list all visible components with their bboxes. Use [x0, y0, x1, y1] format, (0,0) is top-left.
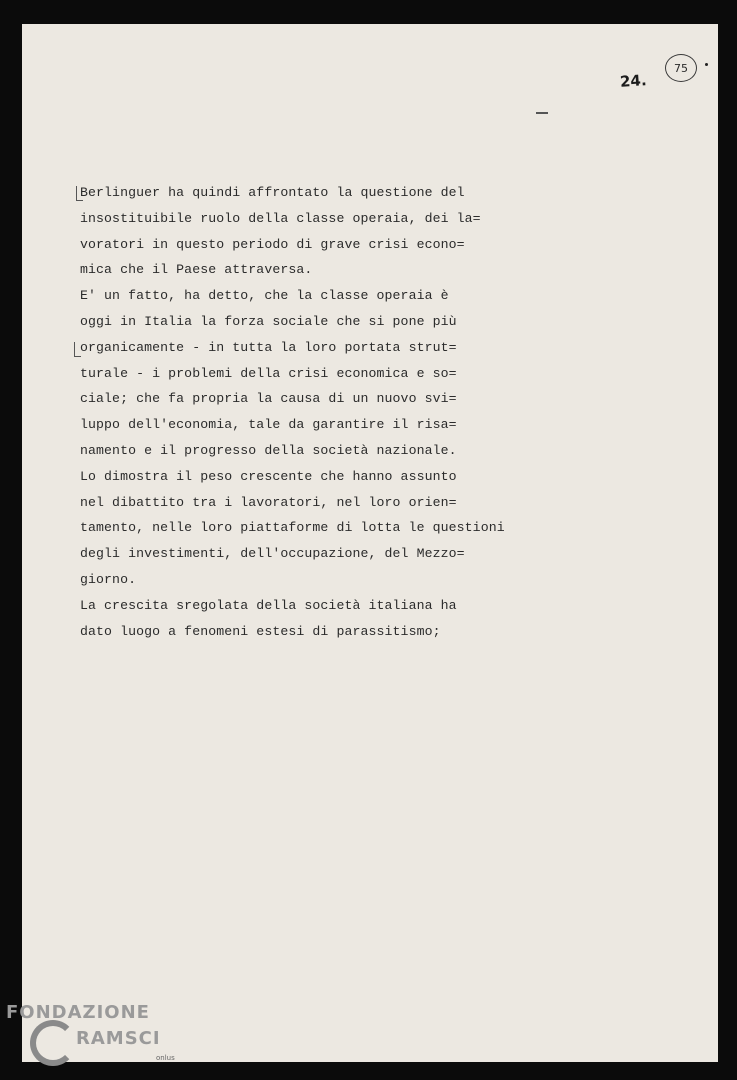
text-line: Berlinguer ha quindi affrontato la questione del: [80, 185, 465, 200]
text-line: degli investimenti, dell'occupazione, del Mezzo=: [80, 546, 465, 562]
page-number: 24.: [619, 71, 648, 91]
text-line: luppo dell'economia, tale da garantire il risa=: [80, 417, 457, 433]
text-line: dato luogo a fenomeni estesi di parassitismo;: [80, 623, 441, 639]
watermark-small: onlus: [156, 1054, 175, 1062]
text-line: mica che il Paese attraversa.: [80, 262, 313, 278]
text-line: voratori in questo periodo di grave crisi econo=: [80, 236, 465, 252]
gramsci-g-logo-icon: [30, 1020, 76, 1066]
text-line: tamento, nelle loro piattaforme di lotta le questioni: [80, 520, 505, 536]
text-line: giorno.: [80, 571, 137, 587]
text-line: organicamente - in tutta la loro portata strut=: [80, 339, 457, 355]
text-line: oggi in Italia la forza sociale che si pone più: [80, 313, 457, 329]
pencil-dash: [536, 112, 548, 114]
text-line: insostituibile ruolo della classe operaia, dei la=: [80, 210, 481, 226]
text-line: ciale; che fa propria la causa di un nuovo svi=: [80, 391, 457, 407]
text-line: La crescita sregolata della società italiana ha: [80, 597, 457, 613]
fondazione-gramsci-watermark: [6, 1002, 206, 1080]
text-line: namento e il progresso della società nazionale.: [80, 442, 457, 458]
archive-number-stamp: 75: [665, 54, 697, 82]
typewritten-text: [80, 180, 540, 644]
watermark-line1: FONDAZIONE: [6, 1002, 150, 1023]
stamp-dot: [705, 63, 708, 66]
watermark-line2: RAMSCI: [76, 1028, 161, 1049]
text-line: Lo dimostra il peso crescente che hanno assunto: [80, 468, 457, 484]
text-line: nel dibattito tra i lavoratori, nel loro orien=: [80, 494, 457, 510]
text-line: turale - i problemi della crisi economica e so=: [80, 365, 457, 381]
text-line: E' un fatto, ha detto, che la classe operaia è: [80, 288, 449, 304]
